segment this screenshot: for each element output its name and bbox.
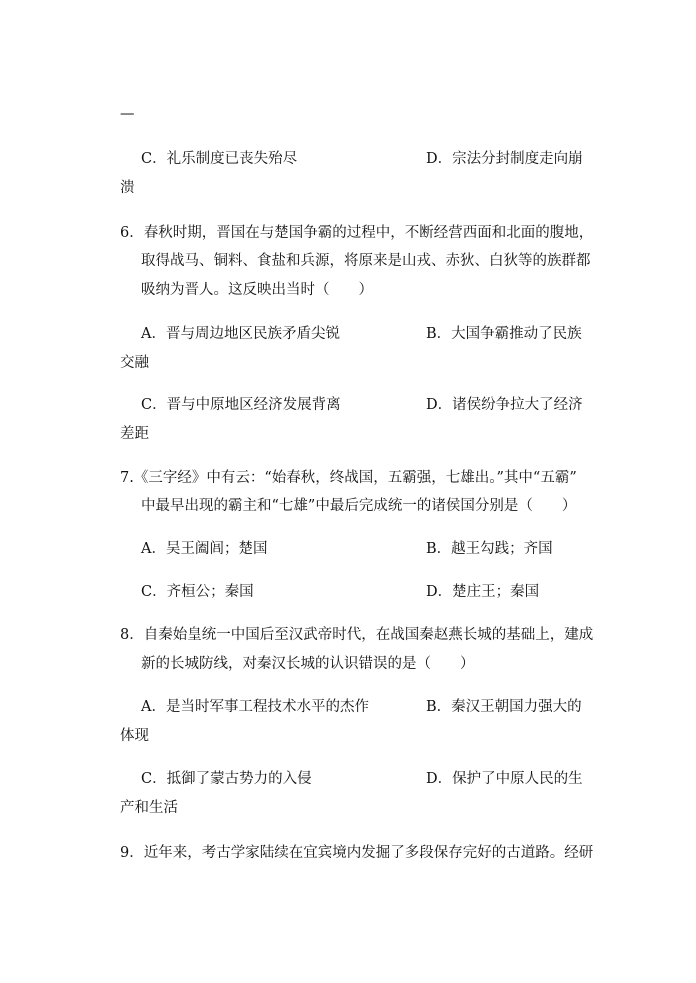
q8-option-d-wrap: 产和生活 <box>120 800 178 816</box>
q7-stem-line-2: 中最早出现的霸主和“七雄”中最后完成统一的诸侯国分别是（ ） <box>141 498 577 514</box>
q6-option-c: C．晋与中原地区经济发展背离 <box>141 397 341 413</box>
q6-stem-line-2: 取得战马、铜料、食盐和兵源，将原来是山戎、赤狄、白狄等的族群都 <box>141 253 591 269</box>
q5-option-c: C．礼乐制度已丧失殆尽 <box>141 151 298 167</box>
q7-option-c: C．齐桓公；秦国 <box>141 584 254 600</box>
q7-stem-line-1: 7.《三字经》中有云：“始春秋，终战国，五霸强，七雄出。”其中“五霸” <box>120 470 577 486</box>
q7-option-b: B．越王勾践；齐国 <box>426 541 553 557</box>
q5-option-d: D．宗法分封制度走向崩 <box>426 151 583 167</box>
q9-stem-line-1: 9．近年来，考古学家陆续在宜宾境内发掘了多段保存完好的古道路。经研 <box>120 845 594 861</box>
q7-option-a: A．吴王阖闾；楚国 <box>141 541 268 557</box>
q6-option-d: D．诸侯纷争拉大了经济 <box>426 397 583 413</box>
q6-option-b: B．大国争霸推动了民族 <box>426 326 582 342</box>
q7-option-d: D．楚庄王；秦国 <box>426 584 540 600</box>
q8-stem-line-2: 新的长城防线，对秦汉长城的认识错误的是（ ） <box>141 656 475 672</box>
q6-option-d-wrap: 差距 <box>120 426 149 442</box>
q6-stem-line-1: 6．春秋时期，晋国在与楚国争霸的过程中，不断经营西面和北面的腹地， <box>120 225 594 241</box>
q5-option-d-wrap: 溃 <box>120 180 135 196</box>
q8-option-b: B．秦汉王朝国力强大的 <box>426 699 582 715</box>
q8-option-d: D．保护了中原人民的生 <box>426 771 583 787</box>
q6-option-a: A．晋与周边地区民族矛盾尖锐 <box>141 326 340 342</box>
q8-option-a: A．是当时军事工程技术水平的杰作 <box>141 699 369 715</box>
q6-option-b-wrap: 交融 <box>120 355 149 371</box>
q8-stem-line-1: 8．自秦始皇统一中国后至汉武帝时代，在战国秦赵燕长城的基础上，建成 <box>120 627 594 643</box>
continuation-dash: — <box>120 106 135 122</box>
q6-stem-line-3: 吸纳为晋人。这反映出当时（ ） <box>141 282 373 298</box>
q8-option-b-wrap: 体现 <box>120 728 149 744</box>
q8-option-c: C．抵御了蒙古势力的入侵 <box>141 771 312 787</box>
